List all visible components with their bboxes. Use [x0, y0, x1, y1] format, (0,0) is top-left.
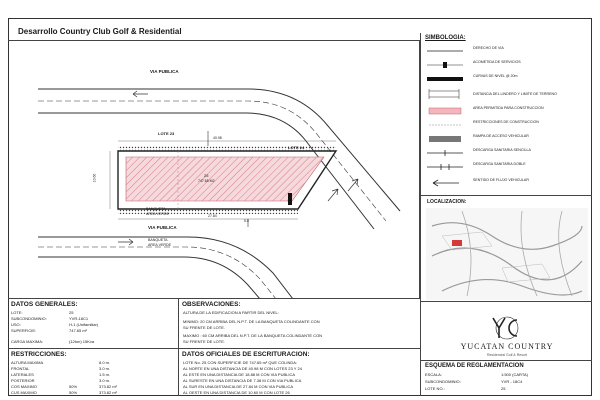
dim-small: 5.0	[244, 219, 249, 223]
lote-number: 25	[204, 173, 209, 178]
ramp-icon	[425, 131, 465, 141]
legend-item: RESTRICCIONES DE CONSTRUCCION	[425, 117, 591, 127]
escrituracion-line: AL ESTE EN UNA DISTANCIA DE 18.88 M CON VIA PUBLICA	[183, 372, 296, 377]
restriccion-row: COS MAXIMO 50% 373.82 m²	[11, 384, 118, 389]
observacion-line: MAXIMO : 60 CM ARRIBA DEL N.P.T. DE LA BANQUETA COLINDANTE CON	[183, 333, 323, 338]
legend-item: DERECHO DE VIA	[425, 43, 591, 53]
site-plan-drawing	[8, 41, 420, 299]
location-map	[422, 206, 592, 302]
escrituracion-line: AL NORTE EN UNA DISTANCIA DE 40.98 M CON LOTES 23 Y 24	[183, 366, 302, 371]
escrituracion-line: AL OESTE EN UNA DISTANCIA DE 10.60 M CON LOTE 26	[183, 390, 290, 395]
restriccion-row: POSTERIOR 3.0 m.	[11, 378, 111, 383]
site-plan	[8, 40, 420, 298]
area-verde-label-2: AREA VERDE	[148, 243, 171, 247]
escrituracion-line: AL SUR EN UNA DISTANCIA DE 27.84 M CON VIA PUBLICA	[183, 384, 294, 389]
contour-icon	[425, 71, 465, 81]
observacion-line: MINIMO: 20 CM ARRIBA DEL N.P.T. DE LA BANQUETA COLINDANTE CON	[183, 319, 320, 324]
banqueta-label-1: BANQUETA	[146, 207, 166, 211]
restriccion-row: CUS MAXIMO 50% 373.82 m²	[11, 390, 118, 395]
location-title: LOCALIZACION:	[427, 199, 467, 205]
build-area-icon	[425, 103, 465, 113]
restriccion-row: ALTURA MAXIMA 8.0 m.	[11, 360, 111, 365]
escrituracion-line: LOTE No. 25 CON SUPERFICIE DE 747.65 m² QUE COLINDA:	[183, 360, 298, 365]
restricciones-panel	[8, 348, 178, 396]
esquema-row: LOTE NO.: 25	[425, 386, 506, 391]
lote-23-label: LOTE 23	[158, 131, 175, 136]
datos-generales-row: USO: H-1 (Unifamiliar)	[11, 322, 99, 327]
lote-24-label: LOTE 24	[288, 145, 305, 150]
flow-arrow-icon	[425, 175, 465, 185]
legend-item: DESCARGA SANITARIA DOBLE	[425, 159, 591, 169]
dim-north: 40.98	[213, 136, 222, 140]
service-icon	[425, 57, 465, 67]
lot-marker-icon	[452, 240, 462, 246]
dim-south: 27.84	[208, 214, 217, 218]
location-panel	[420, 196, 592, 302]
brand-name: YUCATAN COUNTRY	[460, 342, 554, 351]
carga-maxima-row: CARGA MAXIMA: (12ton) 15Kva	[11, 339, 95, 344]
esquema-row: ESCALA: 1:500 (CARTA)	[425, 372, 528, 377]
via-publica-top-label: VIA PUBLICA	[150, 69, 179, 74]
esquema-title: ESQUEMA DE REGLAMENTACION	[425, 363, 524, 369]
document-title: Desarrollo Country Club Golf & Residential	[18, 27, 182, 36]
observaciones-panel	[178, 298, 420, 348]
brand-panel	[420, 302, 592, 360]
observacion-line: SU FRENTE DE LOTE.	[183, 325, 226, 330]
area-verde-label-1: AREA VERDE	[146, 212, 169, 216]
dim-west: 10.60	[92, 173, 97, 183]
datos-generales-row: SUPERFICIE: 747.65 m²	[11, 328, 88, 333]
row-line-icon	[425, 43, 465, 53]
yucatan-country-logo-icon	[485, 314, 529, 342]
restriccion-row: FRONTAL 3.0 m.	[11, 366, 111, 371]
legend-item: CURVAS DE NIVEL @ 20m	[425, 71, 591, 81]
restricciones-title: RESTRICCIONES:	[11, 351, 67, 358]
esquema-row: SUBCONDOMINIO: YVR - 18C4	[425, 379, 523, 384]
escrituracion-line: AL SURESTE EN UNA DISTANCIA DE 7.38 M CON VIA PUBLICA	[183, 378, 302, 383]
double-drain-icon	[425, 159, 465, 169]
distance-icon	[425, 87, 465, 101]
legend-item: DESCARGA SANITARIA SENCILLA	[425, 145, 591, 155]
lote-area: 747.65 M2	[198, 179, 215, 183]
legend-item: AREA PERMITIDA PARA CONSTRUCCION	[425, 103, 591, 113]
brand-tagline: Residencial Golf & Resort	[486, 353, 528, 357]
datos-oficiales-title: DATOS OFICIALES DE ESCRITURACION:	[182, 351, 310, 358]
via-publica-bottom-label: VIA PUBLICA	[148, 225, 177, 230]
restriccion-row: LATERALES 1.5 m.	[11, 372, 111, 377]
observaciones-title: OBSERVACIONES:	[182, 301, 241, 308]
legend-panel	[420, 33, 592, 196]
single-drain-icon	[425, 145, 465, 155]
datos-generales-row: SUBCONDOMINIO: YVR-18C1	[11, 316, 89, 321]
legend-title: SIMBOLOGIA:	[425, 35, 466, 41]
legend-item: RAMPA DE ACCESO VEHICULAR	[425, 131, 591, 141]
datos-oficiales-panel	[178, 348, 420, 396]
legend-item: SENTIDO DE FLUJO VEHICULAR	[425, 175, 591, 185]
legend-item: DISTANCIA DEL LINDERO Y LIMITE DE TERRENO	[425, 87, 591, 101]
observacion-line: ALTURA DE LA EDIFICACION A PARTIR DEL NIVEL:	[183, 310, 279, 315]
esquema-panel	[420, 360, 592, 396]
datos-generales-title: DATOS GENERALES:	[11, 301, 78, 308]
datos-generales-panel	[8, 298, 178, 348]
legend-item: ACOMETIDA DE SERVICIOS	[425, 57, 591, 67]
banqueta-label-2: BANQUETA	[148, 238, 168, 242]
observacion-line: SU FRENTE DE LOTE.	[183, 339, 226, 344]
datos-generales-row: LOTE: 25	[11, 310, 74, 315]
restriction-icon	[425, 117, 465, 127]
